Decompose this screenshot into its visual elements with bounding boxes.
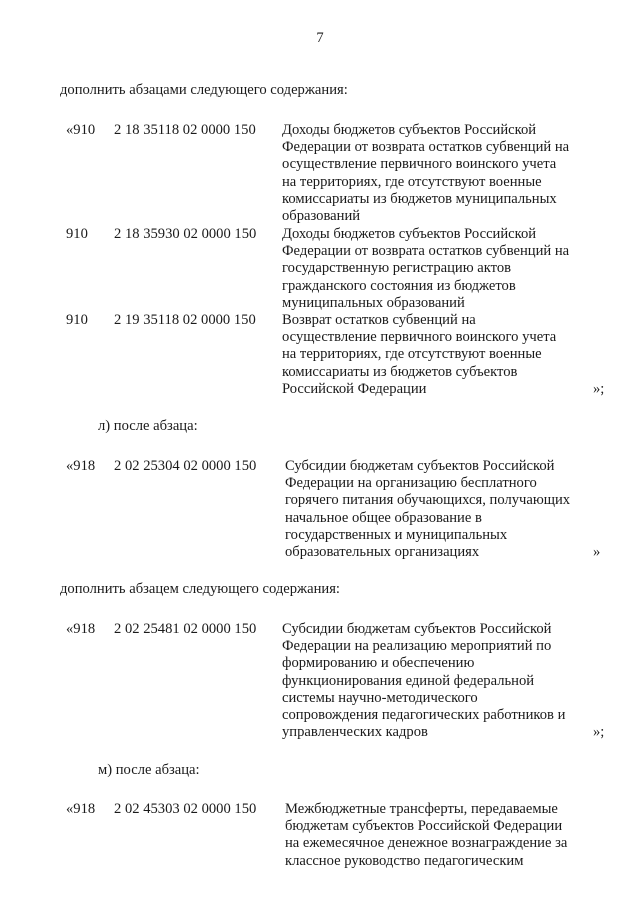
budget-code: 2 19 35118 02 0000 150 (114, 312, 256, 328)
code-description (282, 226, 569, 312)
code-description (282, 122, 569, 225)
paragraph-intro-1: дополнить абзацами следующего содержания: (60, 82, 348, 98)
admin-code: «918 (66, 621, 96, 637)
budget-code: 2 18 35118 02 0000 150 (114, 122, 256, 138)
paragraph-after-m: м) после абзаца: (98, 762, 200, 778)
description-line: муниципальных образований (282, 294, 465, 311)
description-line: системы научно-методического (282, 689, 478, 706)
description-line: образовательных организациях (285, 544, 480, 561)
description-line: сопровождения педагогических работников и (282, 707, 566, 724)
description-line: гражданского состояния из бюджетов (282, 277, 516, 294)
budget-code: 2 02 25304 02 0000 150 (114, 458, 257, 474)
description-line: на ежемесячное денежное вознаграждение за (285, 835, 568, 852)
paragraph-after-l: л) после абзаца: (98, 418, 198, 434)
admin-code: «910 (66, 122, 96, 138)
description-line: управленческих кадров (282, 724, 428, 741)
closing-quote: »; (593, 724, 605, 740)
description-line: горячего питания обучающихся, получающих (285, 492, 571, 509)
paragraph-intro-2: дополнить абзацем следующего содержания: (60, 581, 340, 597)
admin-code: 910 (66, 312, 88, 328)
description-line: Федерации на реализацию мероприятий по (282, 638, 552, 655)
description-line: Доходы бюджетов субъектов Российской (282, 122, 537, 138)
description-line: Федерации от возврата остатков субвенций на (282, 243, 570, 260)
description-line: Российской Федерации (282, 380, 427, 397)
admin-code: «918 (66, 458, 96, 474)
description-line: Федерации от возврата остатков субвенций на (282, 139, 570, 156)
description-line: Межбюджетные трансферты, передаваемые (285, 801, 558, 817)
page-number: 7 (316, 30, 324, 46)
description-line: комиссариаты из бюджетов субъектов (282, 363, 518, 380)
description-line: бюджетам субъектов Российской Федерации (285, 818, 563, 835)
closing-quote: » (593, 544, 601, 560)
description-line: осуществление первичного воинского учета (282, 156, 557, 173)
budget-code: 2 18 35930 02 0000 150 (114, 226, 257, 242)
description-line: функционирования единой федеральной (282, 672, 535, 689)
closing-quote: »; (593, 381, 605, 397)
description-line: Возврат остатков субвенций на (282, 312, 476, 328)
code-description (285, 458, 570, 561)
description-line: Субсидии бюджетам субъектов Российской (282, 621, 552, 637)
code-description (282, 312, 556, 398)
description-line: на территориях, где отсутствуют военные (282, 346, 542, 363)
budget-code: 2 02 25481 02 0000 150 (114, 621, 257, 637)
description-line: комиссариаты из бюджетов муниципальных (282, 190, 557, 207)
description-line: Субсидии бюджетам субъектов Российской (285, 458, 555, 474)
description-line: начальное общее образование в (285, 509, 482, 526)
admin-code: «918 (66, 801, 96, 817)
code-description (285, 801, 567, 870)
description-line: Федерации на организацию бесплатного (285, 475, 537, 492)
description-line: формированию и обеспечению (282, 655, 475, 672)
description-line: государственных и муниципальных (285, 526, 508, 543)
budget-code: 2 02 45303 02 0000 150 (114, 801, 257, 817)
description-line: классное руководство педагогическим (285, 852, 524, 869)
code-description (282, 621, 565, 741)
description-line: осуществление первичного воинского учета (282, 329, 557, 346)
description-line: Доходы бюджетов субъектов Российской (282, 226, 537, 242)
admin-code: 910 (66, 226, 88, 242)
description-line: государственную регистрацию актов (282, 260, 512, 277)
description-line: на территориях, где отсутствуют военные (282, 173, 542, 190)
description-line: образований (282, 208, 361, 225)
